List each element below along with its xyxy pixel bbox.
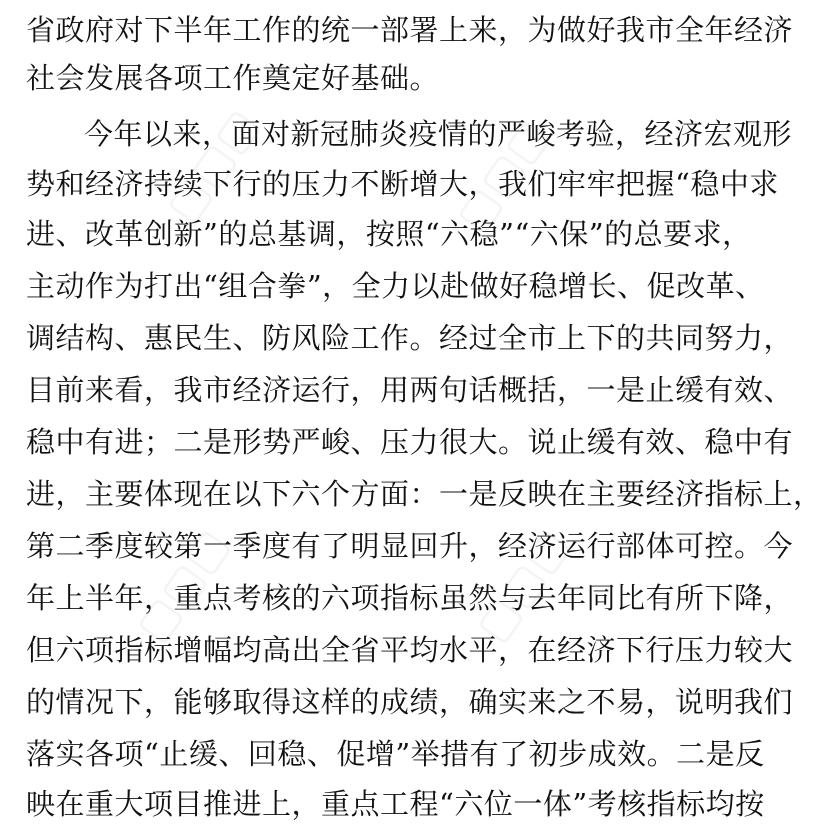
text-line: 落实各项“止缓、回稳、促增”举措有了初步成效。二是反 (26, 737, 765, 771)
text-line: 省政府对下半年工作的统一部署上来，为做好我市全年经济 (26, 13, 794, 47)
paragraph-start-line: 今年以来，面对新冠肺炎疫情的严峻考验，经济宏观形 (84, 117, 793, 151)
text-line: 社会发展各项工作奠定好基础。 (26, 61, 440, 95)
text-line: 的情况下，能够取得这样的成绩，确实来之不易，说明我们 (26, 685, 794, 719)
text-line: 稳中有进；二是形势严峻、压力很大。说止缓有效、稳中有 (26, 425, 794, 459)
text-line: 目前来看，我市经济运行，用两句话概括，一是止缓有效、 (26, 373, 794, 407)
text-line: 第二季度较第一季度有了明显回升，经济运行部体可控。今 (26, 529, 794, 563)
text-line: 势和经济持续下行的压力不断增大，我们牢牢把握“稳中求 (26, 167, 779, 201)
text-line: 映在重大项目推进上，重点工程“六位一体”考核指标均按 (26, 787, 765, 821)
text-line: 但六项指标增幅均高出全省平均水平，在经济下行压力较大 (26, 633, 794, 667)
text-line: 进、改革创新”的总基调，按照“六稳”“六保”的总要求， (26, 217, 752, 251)
watermark: ▢▢▢ (445, 109, 560, 242)
text-line: 主动作为打出“组合拳”，全力以赴做好稳增长、促改革、 (26, 269, 765, 303)
text-line: 调结构、惠民生、防风险工作。经过全市上下的共同努力， (26, 321, 794, 355)
text-line: 年上半年，重点考核的六项指标虽然与去年同比有所下降， (26, 581, 794, 615)
watermark: ▢▢▢ (125, 519, 240, 652)
watermark: ▢▢▢ (465, 519, 580, 652)
text-line: 进，主要体现在以下六个方面：一是反映在主要经济指标上， (26, 477, 823, 511)
watermark: ▢▢▢ (155, 99, 270, 232)
